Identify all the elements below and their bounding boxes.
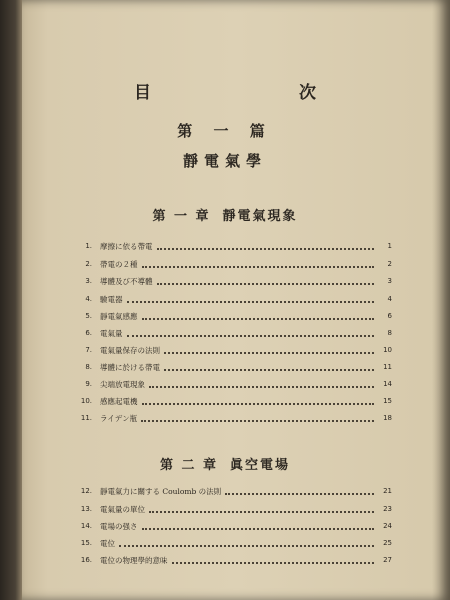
- part-name: 靜電氣學: [182, 152, 267, 170]
- page-number: 18: [383, 414, 392, 422]
- page-number: 4: [387, 295, 392, 303]
- toc-entry[interactable]: [74, 394, 392, 408]
- leader-dots: [142, 527, 375, 530]
- leader-dots: [172, 561, 375, 564]
- leader-dots: [164, 351, 374, 354]
- toc-entry[interactable]: [74, 502, 392, 516]
- leader-dots: [149, 385, 374, 388]
- page-number: 27: [383, 556, 392, 564]
- leader-dots: [142, 402, 375, 405]
- section-number: 3.: [85, 277, 92, 285]
- section-number: 16.: [80, 556, 92, 564]
- toc-entry[interactable]: [74, 411, 392, 425]
- page-number: 25: [383, 539, 392, 547]
- chapter-title: 眞空電場: [230, 458, 291, 473]
- section-title: 電氣量保存の法則: [100, 345, 160, 355]
- section-title: 電場の强さ: [100, 521, 138, 531]
- section-title: 感應起電機: [100, 396, 138, 406]
- section-title: 電氣量の單位: [100, 504, 145, 514]
- toc-entry[interactable]: [74, 377, 392, 391]
- toc-entry[interactable]: [74, 360, 392, 374]
- toc-entry[interactable]: [74, 257, 392, 271]
- leader-dots: [164, 368, 374, 371]
- toc-entry[interactable]: [74, 343, 392, 357]
- chapter-number: 第 二 章: [159, 458, 219, 473]
- section-number: 13.: [80, 505, 92, 513]
- page-number: 8: [387, 329, 392, 337]
- chapter-number: 第 一 章: [152, 209, 211, 224]
- toc-entry[interactable]: [74, 326, 392, 340]
- section-number: 2.: [85, 260, 92, 268]
- page-number: 14: [383, 380, 392, 388]
- section-title: 電位: [100, 538, 115, 548]
- chapter-1-heading: [0, 205, 450, 224]
- section-title: 電氣量: [100, 328, 123, 338]
- page-number: 1: [387, 242, 392, 250]
- toc-entry[interactable]: [74, 553, 392, 567]
- toc-entry[interactable]: [74, 239, 392, 253]
- leader-dots: [157, 247, 375, 250]
- section-number: 5.: [85, 312, 92, 320]
- section-number: 15.: [80, 539, 92, 547]
- chapter-title: 靜電氣現象: [222, 209, 298, 224]
- page-number: 10: [383, 346, 392, 354]
- leader-dots: [127, 300, 375, 303]
- toc-entry[interactable]: [74, 292, 392, 306]
- section-number: 12.: [80, 487, 92, 495]
- leader-dots: [142, 265, 375, 268]
- section-number: 7.: [85, 346, 92, 354]
- section-title: 導體及び不導體: [100, 276, 153, 286]
- section-number: 11.: [80, 414, 92, 422]
- toc-entry[interactable]: [74, 484, 392, 498]
- toc-entry[interactable]: [74, 519, 392, 533]
- page-number: 24: [383, 522, 392, 530]
- toc-title: 目 次: [134, 83, 354, 103]
- section-title: 驗電器: [100, 294, 123, 304]
- leader-dots: [127, 334, 375, 337]
- page-number: 2: [387, 260, 392, 268]
- section-title: 靜電氣感應: [100, 311, 138, 321]
- section-title: 導體に於ける帶電: [100, 362, 160, 372]
- section-number: 6.: [85, 329, 92, 337]
- toc-entry[interactable]: [74, 536, 392, 550]
- section-title: ライデン瓶: [100, 413, 138, 423]
- section-title: 尖端放電現象: [100, 379, 145, 389]
- leader-dots: [149, 510, 374, 513]
- leader-dots: [119, 544, 374, 547]
- section-title: 靜電氣力に關する Coulomb の法則: [100, 486, 222, 496]
- section-number: 9.: [85, 380, 92, 388]
- section-title: 摩擦に依る帶電: [100, 241, 153, 251]
- leader-dots: [141, 419, 374, 422]
- section-number: 10.: [80, 397, 92, 405]
- part-number: 第 一 篇: [177, 122, 273, 140]
- chapter-2-heading: [0, 454, 450, 473]
- leader-dots: [225, 492, 374, 495]
- page-number: 21: [383, 487, 392, 495]
- section-title: 帶電の２種: [100, 259, 138, 269]
- section-title: 電位の物理學的意味: [100, 555, 168, 565]
- page-number: 3: [387, 277, 392, 285]
- page-number: 15: [383, 397, 392, 405]
- toc-entry[interactable]: [74, 274, 392, 288]
- section-number: 8.: [85, 363, 92, 371]
- leader-dots: [142, 317, 375, 320]
- page-number: 11: [383, 363, 392, 371]
- section-number: 4.: [85, 295, 92, 303]
- section-number: 1.: [85, 242, 92, 250]
- section-number: 14.: [80, 522, 92, 530]
- leader-dots: [157, 282, 375, 285]
- page-number: 6: [387, 312, 392, 320]
- page-number: 23: [383, 505, 392, 513]
- toc-entry[interactable]: [74, 309, 392, 323]
